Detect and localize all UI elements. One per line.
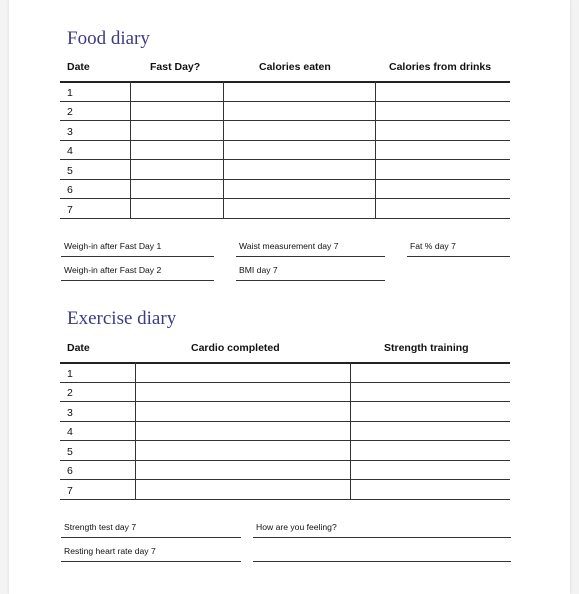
exercise-row-rule: [60, 479, 510, 480]
food-row-rule: [60, 218, 510, 219]
field-weigh-in-1-label: Weigh-in after Fast Day 1: [64, 241, 162, 251]
food-row-number: 6: [67, 184, 73, 196]
food-row-number: 3: [67, 126, 73, 138]
field-weigh-in-1-line[interactable]: [61, 256, 214, 257]
field-waist-label: Waist measurement day 7: [239, 241, 339, 251]
exercise-diary-table: [60, 362, 510, 501]
food-row-number: 5: [67, 165, 73, 177]
exercise-row-rule: [60, 460, 510, 461]
exercise-col-date: Date: [67, 342, 90, 354]
field-feeling-line-2[interactable]: [253, 561, 511, 562]
food-diary-table: [60, 81, 510, 220]
food-table-top-rule: [60, 81, 510, 83]
food-col-calories-drinks: Calories from drinks: [389, 61, 492, 73]
exercise-diary-title: Exercise diary: [67, 308, 177, 329]
food-col-divider: [223, 81, 224, 219]
field-strength-test-label: Strength test day 7: [64, 522, 137, 532]
exercise-row-number: 2: [67, 387, 73, 399]
exercise-table-top-rule: [60, 362, 510, 364]
field-feeling-line[interactable]: [253, 537, 511, 538]
food-row-number: 1: [67, 87, 73, 99]
exercise-row-number: 6: [67, 465, 73, 477]
food-row-rule: [60, 179, 510, 180]
food-row-rule: [60, 140, 510, 141]
field-feeling-label: How are you feeling?: [256, 522, 337, 532]
food-row-rule: [60, 120, 510, 121]
field-strength-test-line[interactable]: [61, 537, 241, 538]
exercise-row-number: 7: [67, 485, 73, 497]
food-col-divider: [130, 81, 131, 219]
food-row-rule: [60, 198, 510, 199]
exercise-row-rule: [60, 421, 510, 422]
food-row-number: 7: [67, 204, 73, 216]
exercise-row-number: 4: [67, 426, 73, 438]
food-row-number: 4: [67, 145, 73, 157]
document-page: [9, 0, 570, 594]
food-col-date: Date: [67, 61, 90, 73]
field-weigh-in-2-label: Weigh-in after Fast Day 2: [64, 265, 162, 275]
field-waist-line[interactable]: [236, 256, 385, 257]
field-fat-label: Fat % day 7: [410, 241, 456, 251]
food-col-divider: [375, 81, 376, 219]
field-bmi-line[interactable]: [236, 280, 385, 281]
food-diary-title: Food diary: [67, 28, 150, 49]
exercise-row-rule: [60, 440, 510, 441]
field-heart-rate-label: Resting heart rate day 7: [64, 546, 156, 556]
field-weigh-in-2-line[interactable]: [61, 280, 214, 281]
exercise-row-rule: [60, 499, 510, 500]
exercise-col-strength: Strength training: [384, 342, 469, 354]
exercise-col-divider: [350, 362, 351, 500]
exercise-row-rule: [60, 401, 510, 402]
field-bmi-label: BMI day 7: [239, 265, 278, 275]
exercise-row-number: 3: [67, 407, 73, 419]
exercise-row-number: 1: [67, 368, 73, 380]
food-col-fast-day: Fast Day?: [150, 61, 201, 73]
exercise-row-rule: [60, 382, 510, 383]
exercise-row-number: 5: [67, 446, 73, 458]
food-row-rule: [60, 159, 510, 160]
food-row-rule: [60, 101, 510, 102]
food-row-number: 2: [67, 106, 73, 118]
exercise-col-divider: [135, 362, 136, 500]
food-col-calories-eaten: Calories eaten: [259, 61, 331, 73]
field-fat-line[interactable]: [407, 256, 510, 257]
field-heart-rate-line[interactable]: [61, 561, 241, 562]
exercise-col-cardio: Cardio completed: [191, 342, 280, 354]
